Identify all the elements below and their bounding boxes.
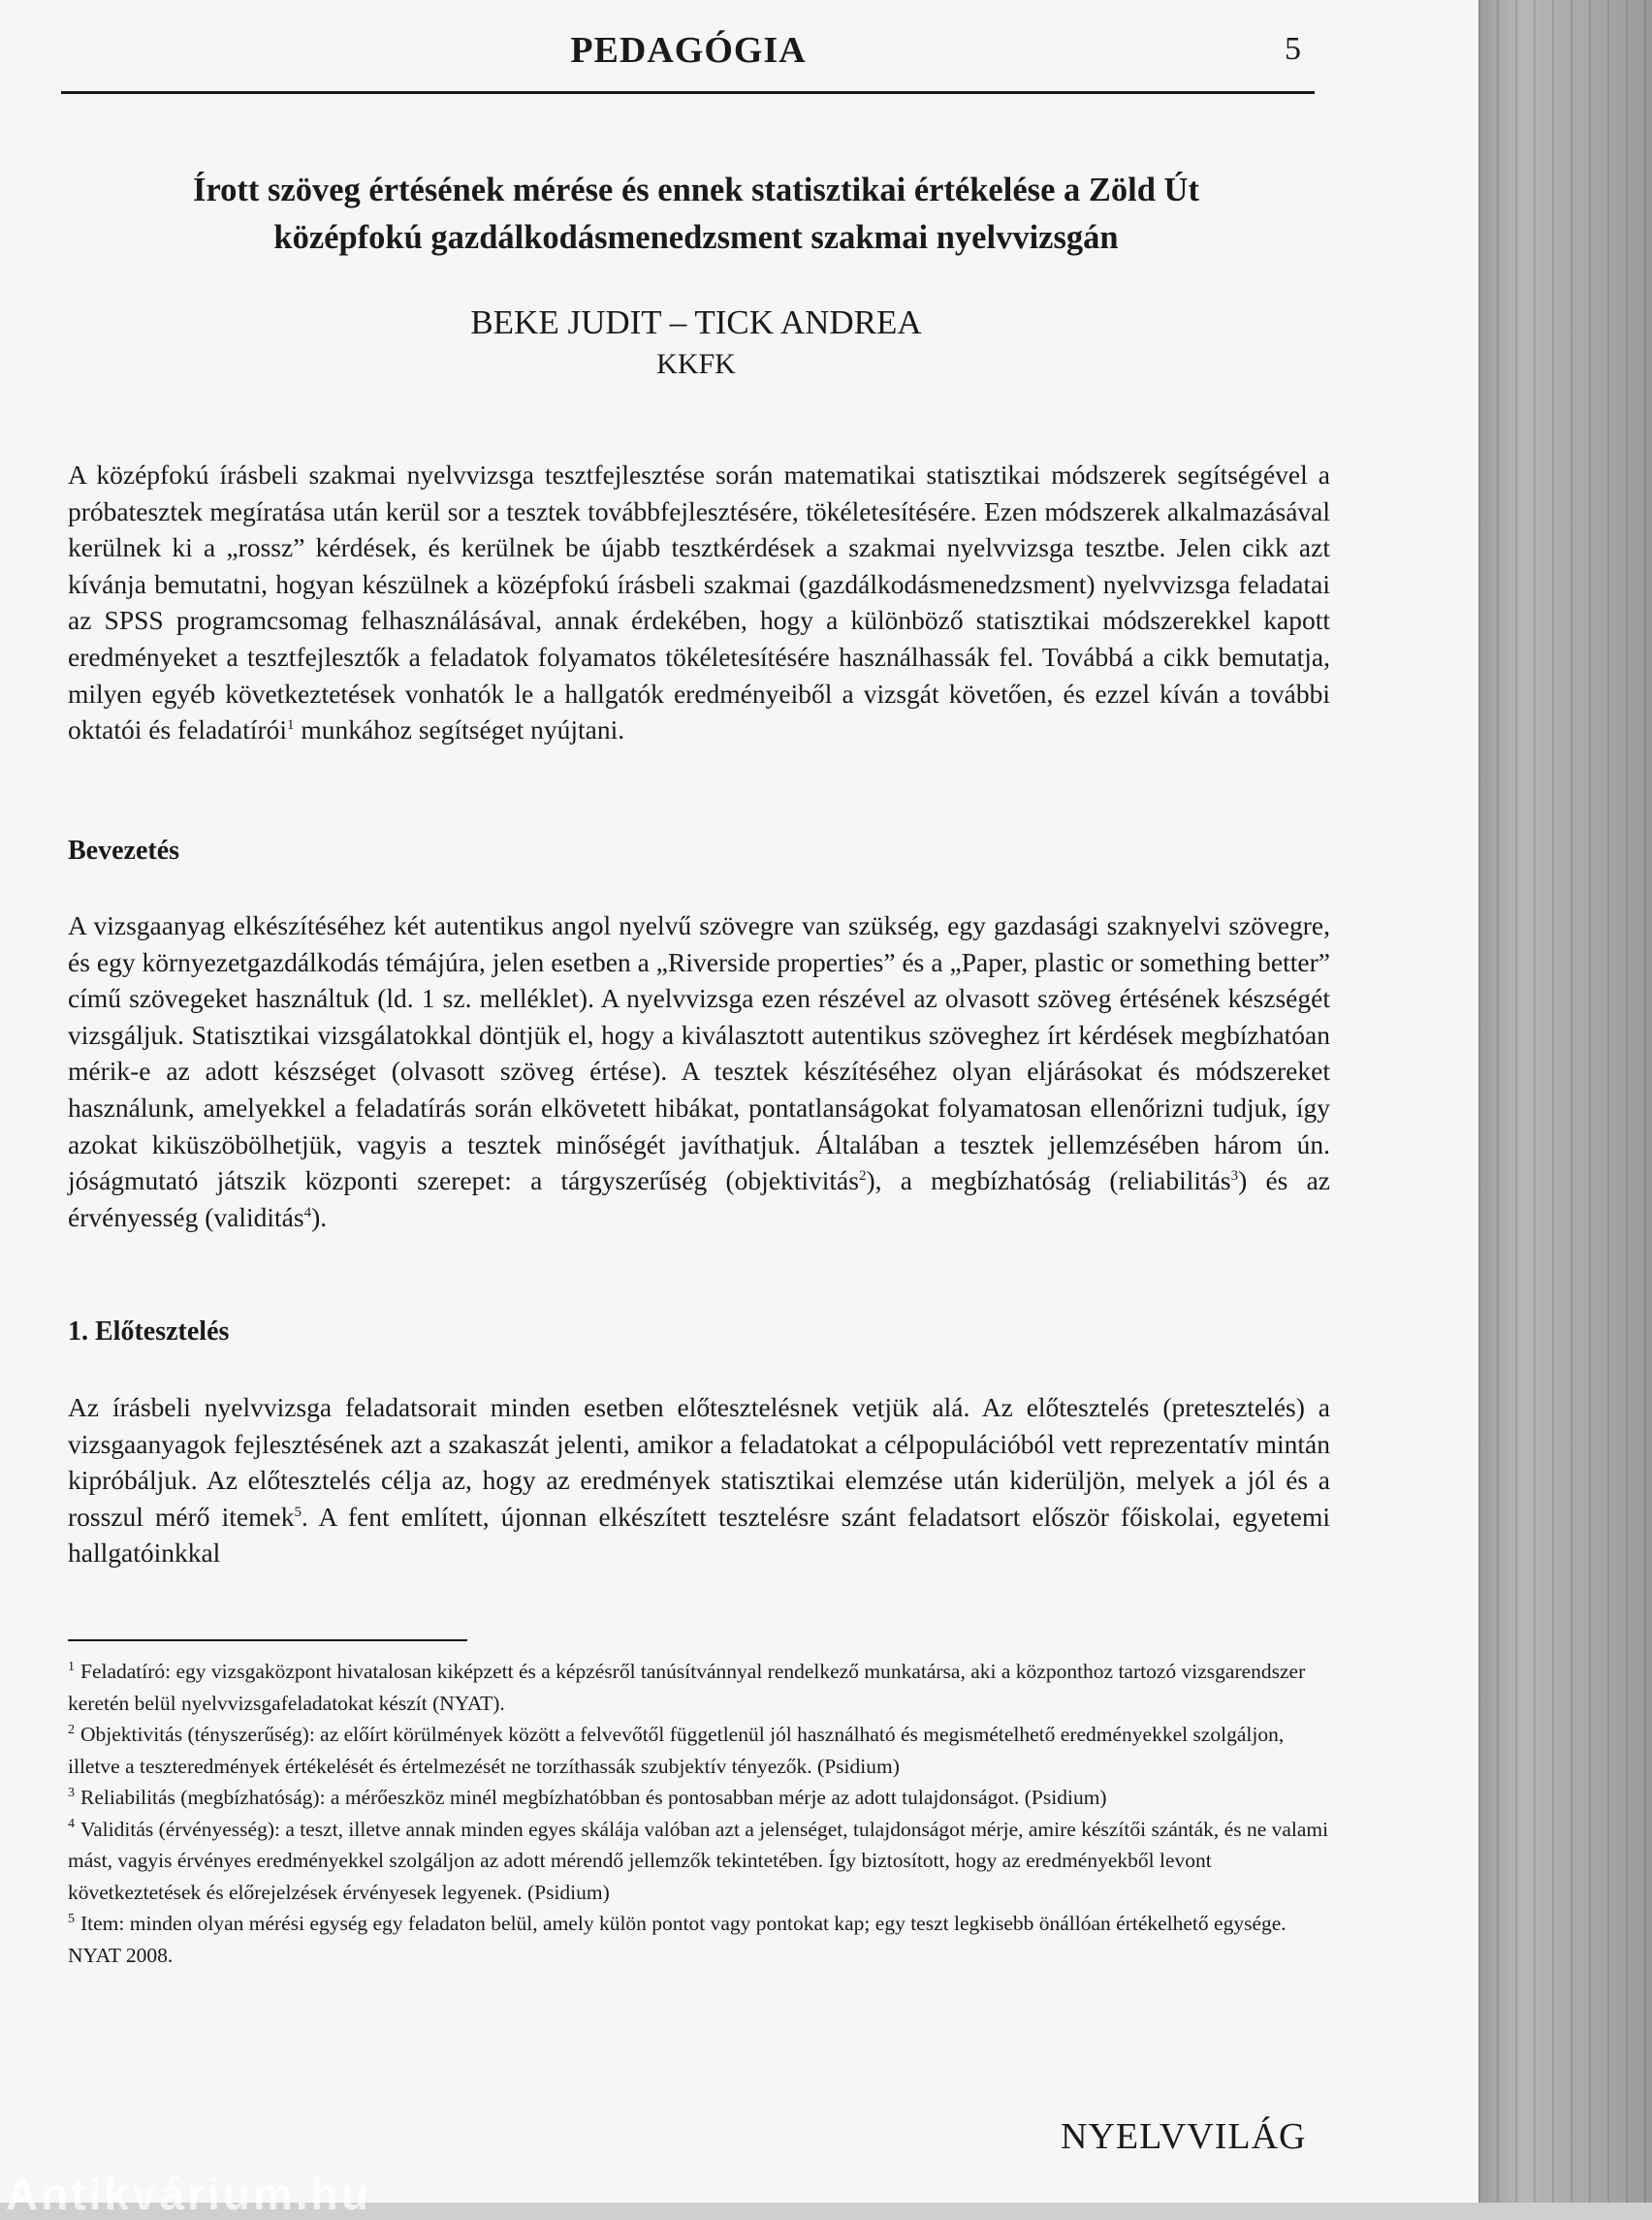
footnote-5: $^5$ Item: minden olyan mérési egység egy feladaton belül, amely külön pontot vagy pontokat kap; egy teszt legkisebb önállóan értékelhető egysége. NYAT 2008. — [68, 1911, 1287, 1967]
footnote-ref-1: 1 — [287, 717, 295, 733]
footnotes — [68, 1656, 1330, 1971]
abstract-paragraph — [68, 457, 1330, 748]
footnote-ref-2: 2 — [858, 1168, 867, 1184]
article-affiliation: KKFK — [656, 348, 736, 380]
section-heading-pretest: 1. Előtesztelés — [68, 1316, 230, 1347]
intro-text-3: ) és az érvényesség (validitás — [68, 1165, 1331, 1232]
logo-part-vilag: VILÁG — [1187, 2116, 1307, 2157]
page-number: 5 — [1285, 31, 1301, 67]
page-stack-edges — [1478, 0, 1652, 2203]
logo-part-nyelv: NYELV — [1061, 2116, 1188, 2157]
running-header-section: PEDAGÓGIA — [570, 30, 807, 71]
pretest-text: Az írásbeli nyelvvizsga feladatsorait minden esetben előtesztelésnek vetjük alá. Az előtesztelés (pretesztelés) a vizsgaanyagok fejlesztésének azt a szakaszát jelenti, amikor a feladatokat a célpopulációból vett reprezentatív mintán kipróbáljuk. Az előtesztelés célja az, hogy az eredmények statisztikai elemzése után kiderüljön, melyek a jól és a rosszul mérő itemek — [68, 1392, 1330, 1532]
intro-text-2: ), a megbízhatóság (reliabilitás — [866, 1165, 1231, 1196]
footnote-ref-4: 4 — [303, 1204, 312, 1221]
footnote-3: $^3$ Reliabilitás (megbízhatóság): a mérőeszköz minél megbízhatóbban és pontosabban mérje az adott tulajdonságot. (Psidium) — [68, 1785, 1107, 1809]
footnote-ref-3: 3 — [1230, 1168, 1239, 1184]
intro-text-4: ). — [311, 1201, 328, 1232]
footnote-ref-5: 5 — [294, 1504, 302, 1520]
pretest-text-2: . A fent említett, újonnan elkészített tesztelésre szánt feladatsort először főiskolai, egyetemi hallgatóinkkal — [68, 1501, 1330, 1569]
abstract-text-end: munkához segítséget nyújtani. — [294, 714, 625, 745]
article-title-line-2: középfokú gazdálkodásmenedzsment szakmai nyelvvizsgán — [273, 219, 1119, 256]
intro-text: A vizsgaanyag elkészítéséhez két autentikus angol nyelvű szövegre van szükség, egy gazdasági szaknyelvi szövegre, és egy környezetgazdálkodás témájúra, jelen esetben a „Riverside properties” és a „Paper, plastic or something better” című szövegeket használtuk (ld. 1 sz. melléklet). A nyelvvizsga ezen részével az olvasott szöveg értésének készségét vizsgáljuk. Statisztikai vizsgálatokkal döntjük el, hogy a kiválasztott autentikus szöveghez írt kérdések megbízhatóan mérik-e az adott készséget (olvasott szöveg értése). A tesztek készítéséhez olyan eljárásokat és módszereket használunk, amelyekkel a feladatírás során elkövetett hibákat, pontatlanságokat folyamatosan ellenőrizni tudjuk, így azokat kiküszöbölhetjük, vagyis a tesztek minőségét javíthatjuk. Általában a tesztek jellemzésében három ún. jóságmutató játszik központi szerepet: a tárgyszerűség (objektivitás — [68, 910, 1330, 1196]
article-authors: BEKE JUDIT – TICK ANDREA — [470, 303, 922, 341]
article-title-line-1: Írott szöveg értésének mérése és ennek statisztikai értékelése a Zöld Út — [193, 172, 1199, 208]
footnote-1: $^1$ Feladatíró: egy vizsgaközpont hivatalosan kiképzett és a képzésről tanúsítvánnyal rendelkező munkatársa, aki a központhoz tartozó vizsgarendszer keretén belül nyelvvizsgafeladatokat készít (NYAT). — [68, 1659, 1306, 1715]
header-rule — [61, 91, 1315, 94]
article-title — [61, 167, 1331, 262]
footnote-separator — [68, 1639, 467, 1641]
section-heading-intro: Bevezetés — [68, 836, 180, 866]
pretest-paragraph — [68, 1389, 1330, 1571]
site-watermark: Antikvárium.hu — [6, 2169, 371, 2219]
footnote-2: $^2$ Objektivitás (tényszerűség): az előírt körülmények között a felvevőtől függetlenül jól használható és megismételhető eredményekkel szolgáljon, illetve a teszteredmények értékelését és értelmezését ne torzíthassák szubjektív tényezők. (Psidium) — [68, 1722, 1285, 1778]
intro-paragraph — [68, 907, 1330, 1235]
footnote-4: $^4$ Validitás (érvényesség): a teszt, illetve annak minden egyes skálája valóban azt a jelenséget, tulajdonságot mérje, amire készítői szánták, és ne valami mást, vagyis érvényes eredményekkel szolgáljon az adott mérendő jellemzők tekintetében. Így biztosított, hogy az eredményekből levont következtetések és előrejelzések érvényesek legyenek. (Psidium) — [68, 1817, 1329, 1904]
abstract-text: A középfokú írásbeli szakmai nyelvvizsga tesztfejlesztése során matematikai statisztikai módszerek segítségével a próbatesztek megíratása után kerül sor a tesztek továbbfejlesztésére, tökéletesítésére. Ezen módszerek alkalmazásával kerülnek ki a „rossz” kérdések, és kerülnek be újabb tesztkérdések a szakmai nyelvvizsga tesztbe. Jelen cikk azt kívánja bemutatni, hogyan készülnek a középfokú írásbeli szakmai (gazdálkodásmenedzsment) nyelvvizsga feladatai az SPSS programcsomag felhasználásával, annak érdekében, hogy a különböző statisztikai módszerekkel kapott eredményeket a tesztfejlesztők a feladatok folyamatos tökéletesítésére használhassák fel. Továbbá a cikk bemutatja, milyen egyéb következtetések vonhatók le a hallgatók eredményeiből a vizsgát követően, és ezzel kíván a további oktatói és feladatírói — [68, 460, 1330, 745]
journal-logo — [1061, 2115, 1306, 2158]
